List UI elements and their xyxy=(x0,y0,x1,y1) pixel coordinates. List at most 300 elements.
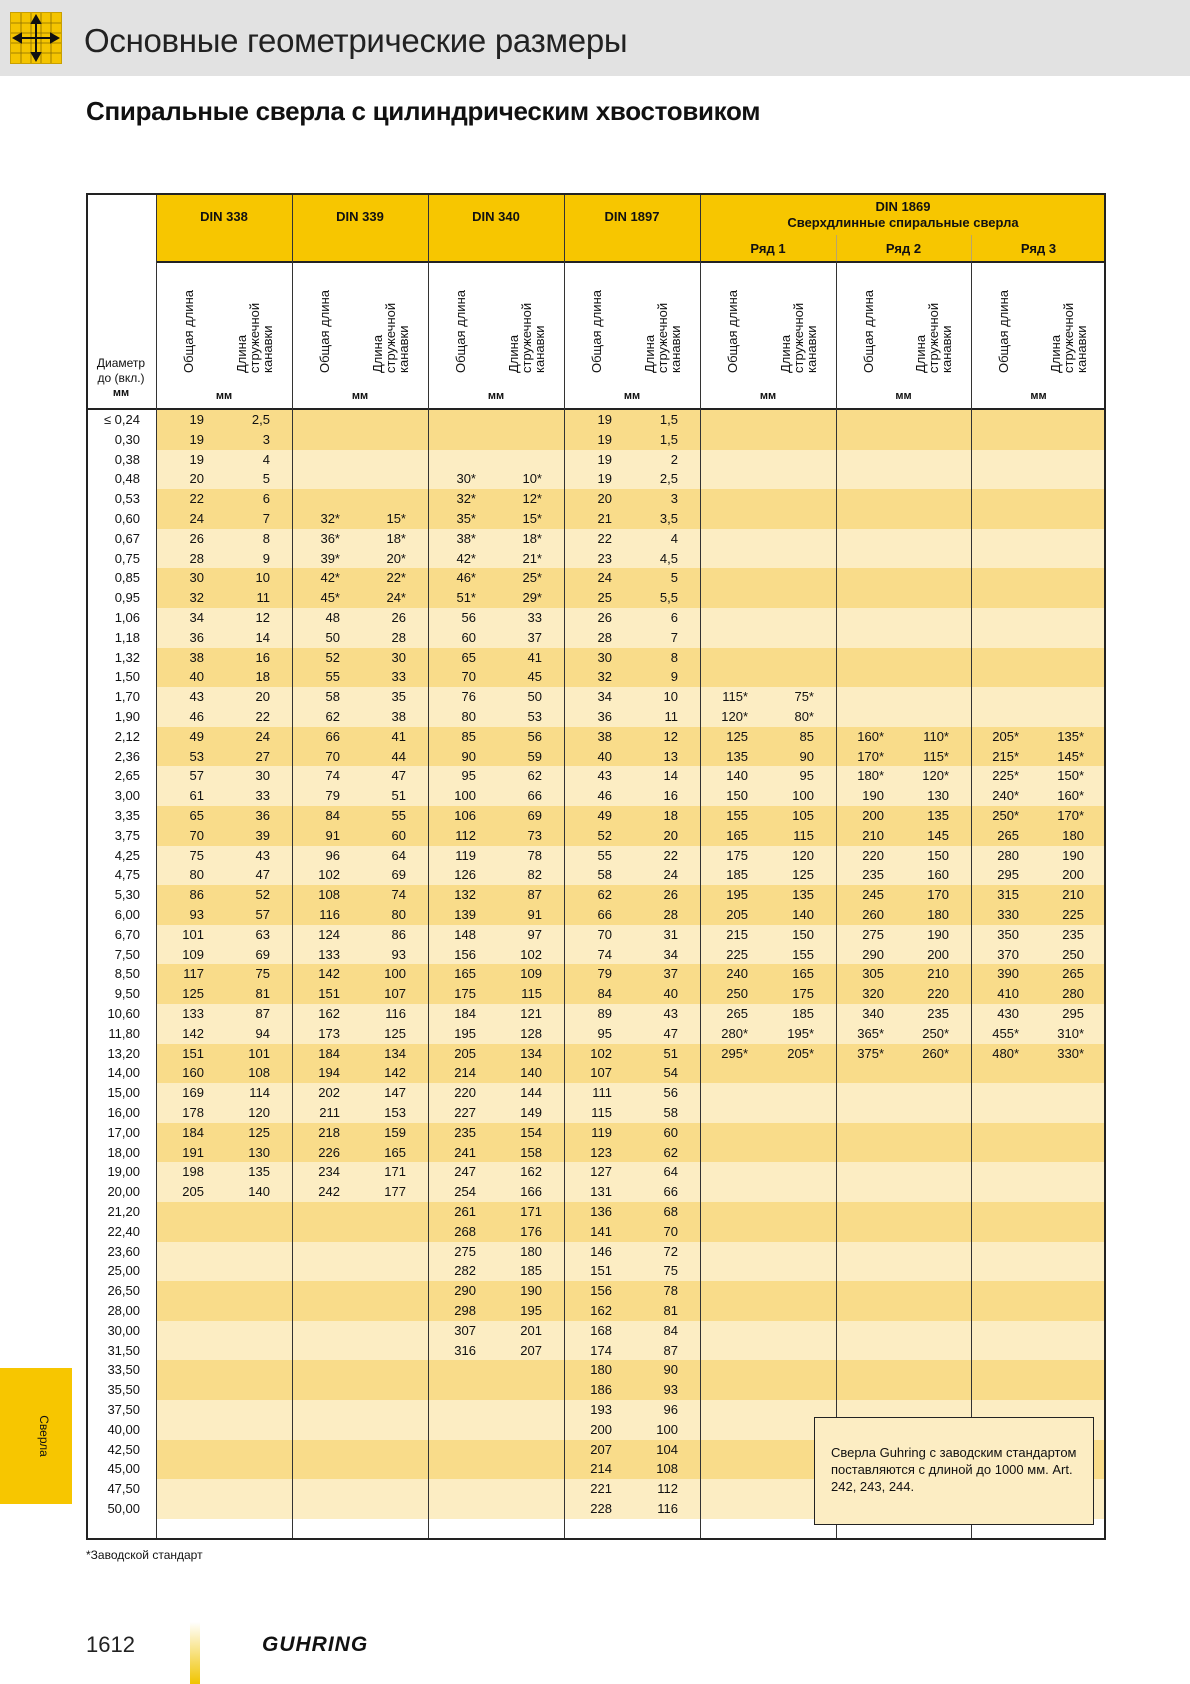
total-length-cell: 32* xyxy=(456,491,476,507)
flute-length-cell: 135 xyxy=(248,1164,270,1180)
total-length-cell: 46 xyxy=(597,788,612,804)
diameter-cell: 0,48 xyxy=(114,471,140,487)
flute-length-cell: 43 xyxy=(663,1006,678,1021)
total-length-cell: 275 xyxy=(454,1243,476,1259)
flute-length-cell: 159 xyxy=(384,1124,406,1140)
flute-length-cell: 260* xyxy=(922,1045,949,1061)
total-length-cell: 480* xyxy=(992,1045,1019,1061)
flute-length-cell: 8 xyxy=(670,649,678,665)
diameter-cell: 20,00 xyxy=(107,1184,140,1200)
diameter-cell: 31,50 xyxy=(107,1342,140,1358)
flute-length-cell: 120 xyxy=(792,847,814,863)
table-row xyxy=(88,568,1106,588)
flute-length-cell: 171 xyxy=(520,1204,542,1219)
total-length-cell: 24 xyxy=(597,570,612,586)
total-length-cell: 214 xyxy=(590,1461,612,1477)
diameter-cell: 0,53 xyxy=(114,491,140,507)
flute-length-cell: 150 xyxy=(927,847,949,863)
diameter-label-1: Диаметр xyxy=(96,356,146,370)
flute-length-cell: 130 xyxy=(927,788,949,804)
total-length-cell: 254 xyxy=(454,1184,476,1200)
diameter-header xyxy=(90,356,152,401)
flute-length-cell: 3 xyxy=(670,491,678,507)
total-length-cell: 215* xyxy=(992,748,1019,764)
total-length-cell: 111 xyxy=(592,1085,612,1101)
table-row xyxy=(88,628,1106,648)
total-length-cell: 241 xyxy=(454,1144,476,1160)
total-length-cell: 162 xyxy=(318,1006,340,1021)
total-length-cell: 50 xyxy=(325,629,340,645)
diameter-label-2: до (вкл.) xyxy=(97,371,145,385)
total-length-cell: 79 xyxy=(325,788,340,804)
total-length-cell: 61 xyxy=(189,788,204,804)
total-length-cell: 19 xyxy=(597,451,612,467)
flute-length-cell: 14 xyxy=(255,629,270,645)
table-row xyxy=(88,509,1106,529)
flute-length-cell: 20* xyxy=(386,550,406,566)
flute-length-cell: 115* xyxy=(923,748,949,764)
flute-length-cell: 72 xyxy=(663,1243,678,1259)
flute-length-cell: 12 xyxy=(255,610,270,625)
flute-length-cell: 81 xyxy=(255,986,270,1002)
footnote: *Заводской стандарт xyxy=(86,1548,203,1562)
flute-length-cell: 12* xyxy=(522,491,542,507)
flute-length-cell: 45 xyxy=(527,669,542,685)
total-length-cell: 265 xyxy=(997,827,1019,843)
col-flute-length-line-1: Длина xyxy=(642,334,657,373)
diameter-cell: 1,90 xyxy=(114,709,140,724)
total-length-cell: 226 xyxy=(318,1144,340,1160)
flute-length-cell: 10 xyxy=(663,689,678,705)
diameter-cell: 6,70 xyxy=(114,926,140,942)
flute-length-cell: 14 xyxy=(663,768,678,784)
total-length-cell: 175 xyxy=(726,847,748,863)
diameter-cell: 25,00 xyxy=(107,1263,140,1279)
col-flute-length-line-1: Длина xyxy=(370,334,385,373)
flute-length-cell: 63 xyxy=(255,926,270,942)
flute-length-cell: 80* xyxy=(794,709,814,724)
flute-length-cell: 28 xyxy=(391,629,406,645)
total-length-cell: 39* xyxy=(320,550,340,566)
flute-length-cell: 86 xyxy=(391,926,406,942)
flute-length-cell: 1,5 xyxy=(659,412,678,427)
diameter-cell: 4,25 xyxy=(114,847,140,863)
table-row xyxy=(88,865,1106,885)
total-length-cell: 70 xyxy=(597,926,612,942)
flute-length-cell: 96 xyxy=(663,1402,678,1417)
total-length-cell: 140 xyxy=(726,768,748,784)
col-total-length: Общая длина xyxy=(589,290,604,373)
flute-length-cell: 69 xyxy=(391,867,406,883)
total-length-cell: 205 xyxy=(454,1045,476,1061)
table-row xyxy=(88,846,1106,866)
flute-length-cell: 100 xyxy=(656,1421,678,1437)
flute-length-cell: 15* xyxy=(522,511,542,526)
total-length-cell: 225* xyxy=(992,768,1019,784)
flute-length-cell: 310* xyxy=(1057,1025,1084,1041)
flute-length-cell: 210 xyxy=(927,966,949,982)
total-length-cell: 19 xyxy=(597,412,612,427)
total-length-cell: 225 xyxy=(726,946,748,962)
total-length-cell: 193 xyxy=(590,1402,612,1417)
total-length-cell: 295* xyxy=(721,1045,748,1061)
flute-length-cell: 84 xyxy=(663,1322,678,1338)
col-flute-length-line-2: стружечной xyxy=(1061,302,1076,373)
flute-length-cell: 66 xyxy=(663,1184,678,1200)
table-row xyxy=(88,925,1106,945)
flute-length-cell: 109 xyxy=(520,966,542,982)
flute-length-cell: 91 xyxy=(527,907,542,922)
flute-length-cell: 114 xyxy=(249,1085,270,1101)
flute-length-cell: 21* xyxy=(522,550,542,566)
flute-length-cell: 100 xyxy=(384,966,406,982)
flute-length-cell: 4 xyxy=(670,530,678,546)
total-length-cell: 19 xyxy=(189,431,204,447)
diameter-cell: 0,67 xyxy=(114,530,140,546)
diameter-cell: 35,50 xyxy=(107,1382,140,1398)
total-length-cell: 20 xyxy=(597,491,612,507)
flute-length-cell: 18* xyxy=(386,530,406,546)
col-flute-length-line-2: стружечной xyxy=(383,302,398,373)
total-length-cell: 307 xyxy=(454,1322,476,1338)
flute-length-cell: 35 xyxy=(391,689,406,705)
total-length-cell: 80 xyxy=(461,709,476,724)
flute-length-cell: 180 xyxy=(1062,827,1084,843)
unit-label: мм xyxy=(487,390,505,402)
flute-length-cell: 87 xyxy=(527,887,542,903)
total-length-cell: 190 xyxy=(862,788,884,804)
flute-length-cell: 110* xyxy=(923,728,949,744)
total-length-cell: 136 xyxy=(590,1204,612,1219)
total-length-cell: 30* xyxy=(456,471,476,487)
total-length-cell: 102 xyxy=(590,1045,612,1061)
total-length-cell: 290 xyxy=(454,1283,476,1299)
col-total-length: Общая длина xyxy=(453,290,468,373)
flute-length-cell: 180 xyxy=(927,907,949,922)
flute-length-cell: 195* xyxy=(787,1025,814,1041)
table-row xyxy=(88,1301,1106,1321)
diameter-cell: 33,50 xyxy=(107,1362,140,1378)
total-length-cell: 207 xyxy=(590,1441,612,1457)
flute-length-cell: 87 xyxy=(255,1006,270,1021)
total-length-cell: 142 xyxy=(318,966,340,982)
table-row xyxy=(88,984,1106,1004)
side-tab-drills[interactable] xyxy=(0,1368,72,1504)
flute-length-cell: 144 xyxy=(520,1085,542,1101)
flute-length-cell: 235 xyxy=(927,1006,949,1021)
flute-length-cell: 64 xyxy=(391,847,406,863)
flute-length-cell: 66 xyxy=(527,788,542,804)
total-length-cell: 38* xyxy=(456,530,476,546)
flute-length-cell: 100 xyxy=(792,788,814,804)
diameter-cell: 11,80 xyxy=(108,1025,140,1041)
flute-length-cell: 158 xyxy=(520,1144,542,1160)
flute-length-cell: 2,5 xyxy=(659,471,678,487)
total-length-cell: 84 xyxy=(325,808,340,823)
flute-length-cell: 130 xyxy=(248,1144,270,1160)
flute-length-cell: 3,5 xyxy=(659,511,678,526)
flute-length-cell: 135 xyxy=(792,887,814,903)
col-total-length: Общая длина xyxy=(861,290,876,373)
total-length-cell: 146 xyxy=(590,1243,612,1259)
flute-length-cell: 104 xyxy=(656,1441,678,1457)
total-length-cell: 49 xyxy=(189,728,204,744)
total-length-cell: 180* xyxy=(857,768,884,784)
diameter-cell: 7,50 xyxy=(114,946,140,962)
flute-length-cell: 33 xyxy=(255,788,270,804)
flute-length-cell: 176 xyxy=(520,1223,542,1239)
total-length-cell: 298 xyxy=(454,1303,476,1318)
diameter-cell: 0,60 xyxy=(114,511,140,526)
col-flute-length-line-2: стружечной xyxy=(519,302,534,373)
flute-length-cell: 108 xyxy=(248,1065,270,1081)
diameter-cell: 26,50 xyxy=(107,1283,140,1299)
total-length-cell: 30 xyxy=(597,649,612,665)
total-length-cell: 221 xyxy=(590,1481,612,1497)
total-length-cell: 36* xyxy=(320,530,340,546)
total-length-cell: 75 xyxy=(189,847,204,863)
total-length-cell: 112 xyxy=(455,827,476,843)
diameter-cell: 42,50 xyxy=(107,1441,140,1457)
table-row xyxy=(88,1143,1106,1163)
total-length-cell: 184 xyxy=(318,1045,340,1061)
flute-length-cell: 80 xyxy=(391,907,406,922)
total-length-cell: 89 xyxy=(597,1006,612,1021)
total-length-cell: 227 xyxy=(454,1105,476,1120)
group-din-340: DIN 340 xyxy=(472,209,520,224)
flute-length-cell: 41 xyxy=(391,728,406,744)
table-row xyxy=(88,489,1106,509)
flute-length-cell: 13 xyxy=(663,748,678,764)
flute-length-cell: 60 xyxy=(391,827,406,843)
total-length-cell: 240* xyxy=(992,788,1019,804)
total-length-cell: 280* xyxy=(721,1025,748,1041)
diameter-cell: 0,75 xyxy=(114,550,140,566)
total-length-cell: 265 xyxy=(726,1006,748,1021)
flute-length-cell: 125 xyxy=(384,1025,406,1041)
diameter-unit: мм xyxy=(112,387,130,399)
flute-length-cell: 51 xyxy=(391,788,406,804)
total-length-cell: 36 xyxy=(597,709,612,724)
flute-length-cell: 68 xyxy=(663,1204,678,1219)
table-row xyxy=(88,905,1106,925)
total-length-cell: 218 xyxy=(318,1124,340,1140)
total-length-cell: 62 xyxy=(325,709,340,724)
total-length-cell: 62 xyxy=(597,887,612,903)
flute-length-cell: 55 xyxy=(391,808,406,823)
flute-length-cell: 205* xyxy=(787,1045,814,1061)
flute-length-cell: 170 xyxy=(927,887,949,903)
total-length-cell: 60 xyxy=(461,629,476,645)
total-length-cell: 40 xyxy=(597,748,612,764)
table-row xyxy=(88,1360,1106,1380)
total-length-cell: 455* xyxy=(992,1025,1019,1041)
diameter-cell: 1,50 xyxy=(114,669,140,685)
total-length-cell: 320 xyxy=(862,986,884,1002)
flute-length-cell: 54 xyxy=(663,1065,678,1081)
flute-length-cell: 115 xyxy=(793,827,814,843)
table-row xyxy=(88,707,1106,727)
table-row xyxy=(88,450,1106,470)
flute-length-cell: 5 xyxy=(262,471,270,487)
total-length-cell: 280 xyxy=(997,847,1019,863)
flute-length-cell: 12 xyxy=(663,728,678,744)
flute-length-cell: 180 xyxy=(520,1243,542,1259)
total-length-cell: 52 xyxy=(597,827,612,843)
flute-length-cell: 18 xyxy=(255,669,270,685)
total-length-cell: 19 xyxy=(597,431,612,447)
flute-length-cell: 190 xyxy=(1062,847,1084,863)
table-row xyxy=(88,687,1106,707)
table-row xyxy=(88,1103,1106,1123)
flute-length-cell: 81 xyxy=(663,1303,678,1318)
total-length-cell: 131 xyxy=(590,1184,612,1200)
flute-length-cell: 10 xyxy=(255,570,270,586)
total-length-cell: 240 xyxy=(726,966,748,982)
total-length-cell: 19 xyxy=(189,412,204,427)
total-length-cell: 295 xyxy=(997,867,1019,883)
flute-length-cell: 3 xyxy=(262,431,270,447)
flute-length-cell: 93 xyxy=(663,1382,678,1398)
flute-length-cell: 140 xyxy=(248,1184,270,1200)
total-length-cell: 185 xyxy=(726,867,748,883)
total-length-cell: 70 xyxy=(461,669,476,685)
brand-logo: GUHRING xyxy=(262,1633,369,1656)
total-length-cell: 375* xyxy=(857,1045,884,1061)
diameter-cell: 47,50 xyxy=(107,1481,140,1497)
diameter-cell: 0,30 xyxy=(114,431,140,447)
total-length-cell: 165 xyxy=(726,827,748,843)
flute-length-cell: 59 xyxy=(527,748,542,764)
diameter-cell: 2,36 xyxy=(114,748,140,764)
total-length-cell: 123 xyxy=(590,1144,612,1160)
total-length-cell: 198 xyxy=(182,1164,204,1180)
total-length-cell: 19 xyxy=(189,451,204,467)
total-length-cell: 370 xyxy=(997,946,1019,962)
total-length-cell: 40 xyxy=(189,669,204,685)
total-length-cell: 148 xyxy=(454,926,476,942)
table-row xyxy=(88,945,1106,965)
top-bar xyxy=(0,0,1190,76)
table-row xyxy=(88,1044,1106,1064)
total-length-cell: 21 xyxy=(597,511,612,526)
flute-length-cell: 28 xyxy=(663,907,678,922)
flute-length-cell: 120* xyxy=(922,768,949,784)
total-length-cell: 95 xyxy=(597,1025,612,1041)
col-flute-length-line-2: стружечной xyxy=(247,302,262,373)
table-row xyxy=(88,529,1106,549)
flute-length-cell: 165 xyxy=(384,1144,406,1160)
flute-length-cell: 64 xyxy=(663,1164,678,1180)
flute-length-cell: 22 xyxy=(663,847,678,863)
flute-length-cell: 107 xyxy=(384,986,406,1002)
flute-length-cell: 16 xyxy=(663,788,678,804)
flute-length-cell: 40 xyxy=(663,986,678,1002)
flute-length-cell: 4 xyxy=(262,451,270,467)
total-length-cell: 205 xyxy=(182,1184,204,1200)
flute-length-cell: 128 xyxy=(520,1025,542,1041)
group-din-338: DIN 338 xyxy=(200,209,248,224)
total-length-cell: 133 xyxy=(318,946,340,962)
total-length-cell: 282 xyxy=(454,1263,476,1279)
col-flute-length-line-2: стружечной xyxy=(926,302,941,373)
flute-length-cell: 134 xyxy=(520,1045,542,1061)
table-row xyxy=(88,1242,1106,1262)
total-length-cell: 22 xyxy=(189,491,204,507)
total-length-cell: 260 xyxy=(862,907,884,922)
total-length-cell: 133 xyxy=(182,1006,204,1021)
total-length-cell: 195 xyxy=(726,887,748,903)
diameter-cell: 3,00 xyxy=(114,788,140,804)
total-length-cell: 53 xyxy=(189,748,204,764)
diameter-cell: 4,75 xyxy=(114,867,140,883)
total-length-cell: 247 xyxy=(454,1164,476,1180)
total-length-cell: 205 xyxy=(726,907,748,922)
total-length-cell: 55 xyxy=(597,847,612,863)
flute-length-cell: 27 xyxy=(255,748,270,764)
total-length-cell: 74 xyxy=(597,946,612,962)
total-length-cell: 150 xyxy=(726,788,748,804)
group-din-1869: DIN 1869 xyxy=(875,199,931,214)
logo-icon xyxy=(10,12,62,64)
total-length-cell: 120* xyxy=(721,709,748,724)
series-3-label: Ряд 3 xyxy=(1020,241,1057,256)
total-length-cell: 365* xyxy=(857,1025,884,1041)
table-row xyxy=(88,1063,1106,1083)
total-length-cell: 202 xyxy=(318,1085,340,1101)
total-length-cell: 58 xyxy=(325,689,340,705)
total-length-cell: 220 xyxy=(454,1085,476,1101)
total-length-cell: 107 xyxy=(590,1065,612,1081)
diameter-cell: 2,65 xyxy=(114,768,140,784)
diameter-cell: 22,40 xyxy=(107,1223,140,1239)
total-length-cell: 178 xyxy=(182,1105,204,1120)
total-length-cell: 194 xyxy=(318,1065,340,1081)
flute-length-cell: 5,5 xyxy=(659,590,678,606)
flute-length-cell: 201 xyxy=(520,1322,542,1338)
flute-length-cell: 73 xyxy=(527,827,542,843)
table-row xyxy=(88,1380,1106,1400)
flute-length-cell: 37 xyxy=(527,629,542,645)
table-row xyxy=(88,964,1106,984)
flute-length-cell: 8 xyxy=(262,530,270,546)
total-length-cell: 58 xyxy=(597,867,612,883)
total-length-cell: 168 xyxy=(590,1322,612,1338)
flute-length-cell: 10* xyxy=(522,471,542,487)
flute-length-cell: 24* xyxy=(386,590,406,606)
col-flute-length-line-1: Длина xyxy=(913,334,928,373)
flute-length-cell: 330* xyxy=(1057,1045,1084,1061)
flute-length-cell: 145* xyxy=(1057,748,1084,764)
flute-length-cell: 47 xyxy=(391,768,406,784)
table-row xyxy=(88,430,1106,450)
table-row xyxy=(88,826,1106,846)
diameter-cell: 1,18 xyxy=(114,629,140,645)
total-length-cell: 70 xyxy=(325,748,340,764)
flute-length-cell: 7 xyxy=(670,629,678,645)
diameter-cell: 40,00 xyxy=(107,1421,140,1437)
total-length-cell: 139 xyxy=(454,907,476,922)
flute-length-cell: 26 xyxy=(391,610,406,625)
total-length-cell: 126 xyxy=(454,867,476,883)
flute-length-cell: 225 xyxy=(1062,907,1084,922)
col-flute-length-line-3: канавки xyxy=(1074,325,1089,373)
total-length-cell: 430 xyxy=(997,1006,1019,1021)
flute-length-cell: 171 xyxy=(384,1164,406,1180)
total-length-cell: 101 xyxy=(182,926,204,942)
total-length-cell: 46* xyxy=(456,570,476,586)
flute-length-cell: 93 xyxy=(391,946,406,962)
